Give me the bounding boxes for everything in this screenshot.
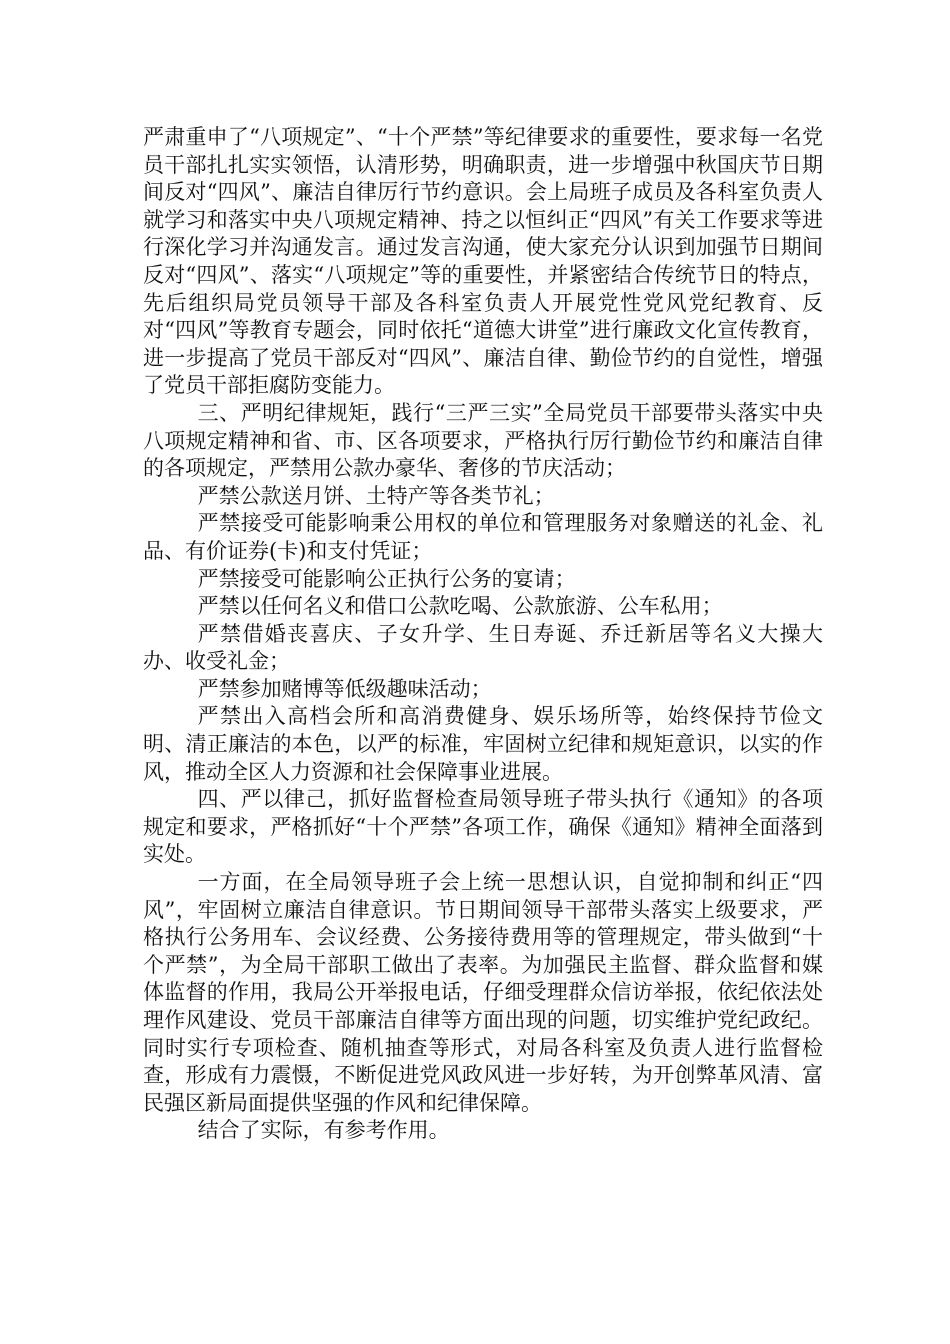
paragraph-7: 严禁借婚丧喜庆、子女升学、生日寿诞、乔迁新居等名义大操大办、收受礼金； [143, 621, 823, 674]
paragraph-12: 结合了实际，有参考作用。 [197, 1118, 450, 1143]
paragraph-4: 严禁接受可能影响秉公用权的单位和管理服务对象赠送的礼金、礼品、有价证券(卡)和支付凭证； [143, 511, 823, 563]
paragraph-3: 严禁公款送月饼、土特产等各类节礼； [197, 483, 555, 508]
paragraph-2: 三、严明纪律规矩，践行“三严三实”全局党员干部要带头落实中央八项规定精神和省、市、区各项要求，严格执行厉行勤俭节约和廉洁自律的各项规定，严禁用公款办豪华、奢侈的节庆活动； [143, 400, 823, 481]
paragraph-9: 严禁出入高档会所和高消费健身、娱乐场所等，始终保持节俭文明、清正廉洁的本色，以严的标准，牢固树立纪律和规矩意识，以实的作风，推动全区人力资源和社会保障事业进展。 [143, 704, 823, 784]
paragraph-5: 严禁接受可能影响公正执行公务的宴请； [197, 566, 576, 591]
paragraph-1: 严肃重申了“八项规定”、“十个严禁”等纪律要求的重要性，要求每一名党员干部扎扎实实领悟，认清形势，明确职责，进一步增强中秋国庆节日期间反对“四风”、廉洁自律厉行节约意识。会上局班子成员及各科室负责人就学习和落实中央八项规定精神、持之以恒纠正“四风”有关工作要求等进行深化学习并沟通发言。通过发言沟通，使大家充分认识到加强节日期间反对“四风”、落实“八项规定”等的重要性，并紧密结合传统节日的特点，先后组织局党员领导干部及各科室负责人开展党性党风党纪教育、反对“四风”等教育专题会，同时依托“道德大讲堂”进行廉政文化宣传教育，进一步提高了党员干部反对“四风”、廉洁自律、勤俭节约的自觉性，增强了党员干部拒腐防变能力。 [143, 125, 823, 398]
paragraph-6: 严禁以任何名义和借口公款吃喝、公款旅游、公车私用； [197, 594, 723, 619]
document-body [143, 124, 823, 1145]
paragraph-11: 一方面，在全局领导班子会上统一思想认识，自觉抑制和纠正“四风”，牢固树立廉洁自律意识。节日期间领导干部带头落实上级要求，严格执行公务用车、会议经费、公务接待费用等的管理规定，带头做到“十个严禁”，为全局干部职工做出了表率。为加强民主监督、群众监督和媒体监督的作用，我局公开举报电话，仔细受理群众信访举报，依纪依法处理作风建设、党员干部廉洁自律等方面出现的问题，切实维护党纪政纪。同时实行专项检查、随机抽查等形式，对局各科室及负责人进行监督检查，形成有力震慑，不断促进党风政风进一步好转，为开创弊革风清、富民强区新局面提供坚强的作风和纪律保障。 [143, 870, 823, 1115]
paragraph-8: 严禁参加赌博等低级趣味活动； [197, 676, 492, 701]
paragraph-10: 四、严以律己，抓好监督检查局领导班子带头执行《通知》的各项规定和要求，严格抓好“十个严禁”各项工作，确保《通知》精神全面落到实处。 [143, 787, 823, 867]
